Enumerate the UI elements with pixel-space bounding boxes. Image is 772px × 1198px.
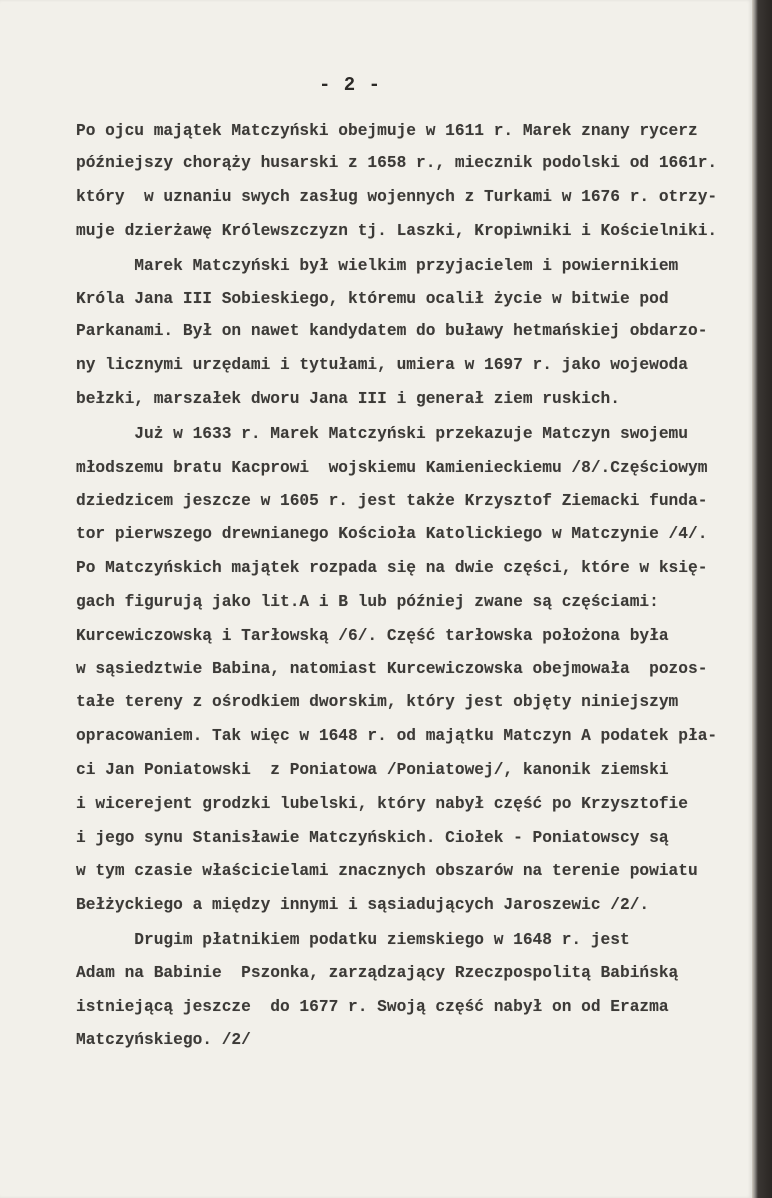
text-line: muje dzierżawę Królewszczyzn tj. Laszki, Kropiwniki i Kościelniki. — [76, 222, 718, 240]
text-line: Parkanami. Był on nawet kandydatem do buławy hetmańskiej obdarzo- — [76, 322, 708, 340]
text-line: Króla Jana III Sobieskiego, któremu ocalił życie w bitwie pod — [76, 290, 669, 308]
text-line: bełzki, marszałek dworu Jana III i generał ziem ruskich. — [76, 390, 620, 408]
text-line: młodszemu bratu Kacprowi wojskiemu Kamienieckiemu /8/.Częściowym — [76, 459, 708, 477]
text-line: istniejącą jeszcze do 1677 r. Swoją część nabył on od Erazma — [76, 998, 669, 1016]
text-line: opracowaniem. Tak więc w 1648 r. od majątku Matczyn A podatek pła- — [76, 727, 718, 745]
text-line: ny licznymi urzędami i tytułami, umiera w 1697 r. jako wojewoda — [76, 356, 688, 374]
text-line: Po Matczyńskich majątek rozpada się na dwie części, które w księ- — [76, 559, 708, 577]
text-line: Marek Matczyński był wielkim przyjacielem i powiernikiem — [76, 257, 679, 275]
text-line: tor pierwszego drewnianego Kościoła Katolickiego w Matczynie /4/. — [76, 525, 708, 543]
text-line: późniejszy chorąży husarski z 1658 r., miecznik podolski od 1661r. — [76, 154, 718, 172]
text-line: gach figurują jako lit.A i B lub później zwane są częściami: — [76, 593, 659, 611]
text-line: Już w 1633 r. Marek Matczyński przekazuje Matczyn swojemu — [76, 425, 688, 443]
text-line: Matczyńskiego. /2/ — [76, 1031, 251, 1049]
text-line: i jego synu Stanisławie Matczyńskich. Ciołek - Poniatowscy są — [76, 829, 669, 847]
text-line: Bełżyckiego a między innymi i sąsiadujących Jaroszewic /2/. — [76, 896, 650, 914]
text-line: Drugim płatnikiem podatku ziemskiego w 1648 r. jest — [76, 931, 630, 949]
text-line: w tym czasie właścicielami znacznych obszarów na terenie powiatu — [76, 862, 698, 880]
text-line: który w uznaniu swych zasług wojennych z Turkami w 1676 r. otrzy- — [76, 188, 718, 206]
text-line: i wicerejent grodzki lubelski, który nabył część po Krzysztofie — [76, 795, 688, 813]
page-number: - 2 - — [318, 74, 381, 96]
text-line: ci Jan Poniatowski z Poniatowa /Poniatowej/, kanonik ziemski — [76, 761, 669, 779]
text-line: dziedzicem jeszcze w 1605 r. jest także Krzysztof Ziemacki funda- — [76, 492, 708, 510]
page-edge — [752, 0, 772, 1198]
text-line: Kurcewiczowską i Tarłowską /6/. Część tarłowska położona była — [76, 627, 669, 645]
text-line: Po ojcu majątek Matczyński obejmuje w 1611 r. Marek znany rycerz — [76, 122, 698, 140]
text-line: tałe tereny z ośrodkiem dworskim, który jest objęty niniejszym — [76, 693, 679, 711]
text-line: Adam na Babinie Pszonka, zarządzający Rzeczpospolitą Babińską — [76, 964, 679, 982]
text-line: w sąsiedztwie Babina, natomiast Kurcewiczowska obejmowała pozos- — [76, 660, 708, 678]
